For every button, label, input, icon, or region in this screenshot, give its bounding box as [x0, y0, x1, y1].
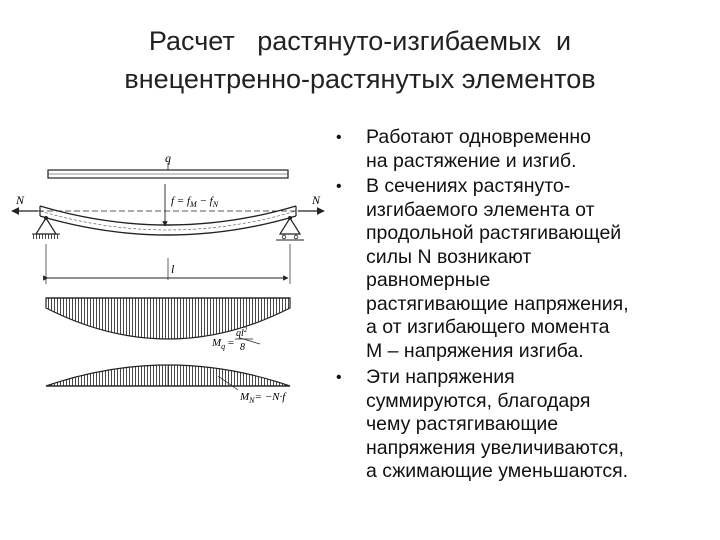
span-label: l	[171, 262, 175, 276]
svg-text:Mq=: $M_q$ =	[212, 337, 235, 351]
bullet-text-2: В сечениях растянуто- изгибаемого элемента от продольной растягивающей силы N возникают равномерные растягивающие напряжения, а от изгибающего момента М – напряжения изгиба.	[366, 175, 629, 362]
right-support	[276, 216, 304, 240]
load-label: q	[165, 151, 171, 165]
beam-diagram	[8, 148, 328, 410]
bullet-marker: •	[336, 178, 342, 195]
force-left-label: N	[16, 193, 25, 207]
svg-text:f = fM − fN: $f = f_M - f_N$	[171, 195, 219, 209]
bullet-text-3: Эти напряжения суммируются, благодаря чему растягивающие напряжения увеличиваются, а сжимающие уменьшаются.	[366, 366, 629, 482]
mq-denominator: 8	[240, 342, 245, 353]
mq-symbol: M	[212, 337, 222, 349]
bullet-list	[336, 126, 696, 484]
svg-text:MN= −N·f: $M_N= -N\cdot f$	[240, 391, 286, 405]
force-right-label: N	[312, 193, 321, 207]
bullet-item-3	[336, 366, 696, 484]
deformed-beam	[38, 206, 298, 235]
deflection-formula: f = f	[171, 195, 191, 207]
title-line-2: внецентренно-растянутых элементов	[124, 64, 596, 94]
moment-diagram-n	[46, 365, 290, 405]
deflection-annotation	[165, 184, 219, 226]
bullet-text-1: Работают одновременно на растяжение и изгиб.	[366, 126, 591, 172]
bullet-item-2	[336, 175, 696, 363]
bullet-marker: •	[336, 369, 342, 386]
axial-force-left	[12, 193, 38, 211]
span-dimension	[46, 244, 290, 284]
bullet-item-1	[336, 126, 696, 173]
title-line-1: Расчет растянуто-изгибаемых и	[148, 26, 572, 56]
mn-symbol: M	[240, 391, 250, 403]
left-support	[32, 216, 60, 239]
mq-numerator: ql	[236, 328, 244, 339]
bullet-marker: •	[336, 129, 342, 146]
moment-diagram-q	[46, 298, 290, 353]
slide-title	[40, 22, 680, 98]
axial-force-right	[298, 193, 324, 211]
distributed-load	[48, 151, 288, 178]
svg-text:ql2: $ql^2$	[236, 326, 248, 339]
